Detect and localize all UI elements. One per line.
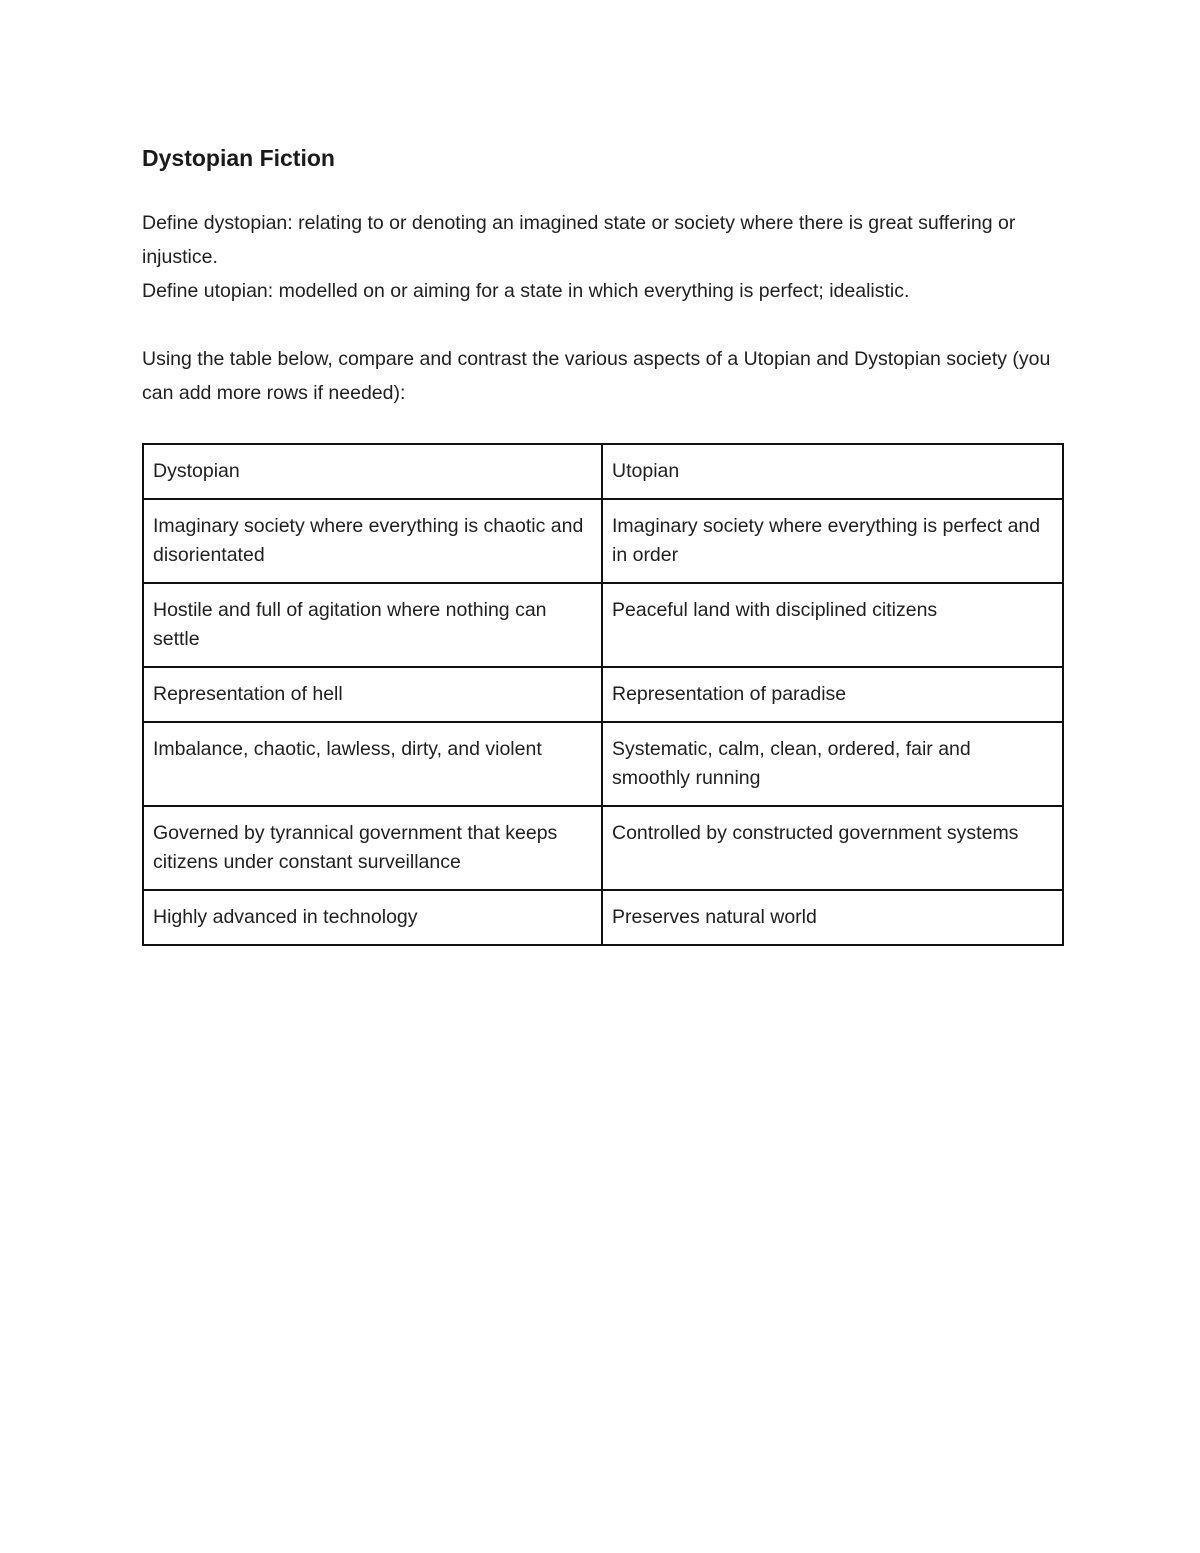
comparison-table (142, 443, 1064, 946)
table-cell-dystopian: Highly advanced in technology (143, 890, 602, 945)
table-row (143, 583, 1063, 667)
table-cell-dystopian: Imbalance, chaotic, lawless, dirty, and violent (143, 722, 602, 806)
definitions (142, 206, 1062, 308)
table-row (143, 499, 1063, 583)
header-cell-dystopian: Dystopian (143, 444, 602, 499)
table-cell-utopian: Preserves natural world (602, 890, 1063, 945)
table-cell-utopian: Representation of paradise (602, 667, 1063, 722)
table-header-row (143, 444, 1063, 499)
table-cell-utopian: Imaginary society where everything is perfect and in order (602, 499, 1063, 583)
table-cell-dystopian: Representation of hell (143, 667, 602, 722)
table-cell-utopian: Peaceful land with disciplined citizens (602, 583, 1063, 667)
table-row (143, 806, 1063, 890)
table-cell-dystopian: Hostile and full of agitation where nothing can settle (143, 583, 602, 667)
definition-utopian: Define utopian: modelled on or aiming for a state in which everything is perfect; idealistic. (142, 280, 910, 302)
table-cell-utopian: Systematic, calm, clean, ordered, fair and smoothly running (602, 722, 1063, 806)
instructions-text: Using the table below, compare and contrast the various aspects of a Utopian and Dystopian society (you can add more rows if needed): (142, 348, 1051, 404)
table-row (143, 722, 1063, 806)
document-page (142, 140, 1062, 946)
table-cell-utopian: Controlled by constructed government systems (602, 806, 1063, 890)
table-row (143, 667, 1063, 722)
page-title: Dystopian Fiction (142, 145, 335, 171)
definition-dystopian: Define dystopian: relating to or denoting an imagined state or society where there is great suffering or injustice. (142, 212, 1016, 268)
table-cell-dystopian: Imaginary society where everything is chaotic and disorientated (143, 499, 602, 583)
table-cell-dystopian: Governed by tyrannical government that keeps citizens under constant surveillance (143, 806, 602, 890)
table-row (143, 890, 1063, 945)
header-cell-utopian: Utopian (602, 444, 1063, 499)
